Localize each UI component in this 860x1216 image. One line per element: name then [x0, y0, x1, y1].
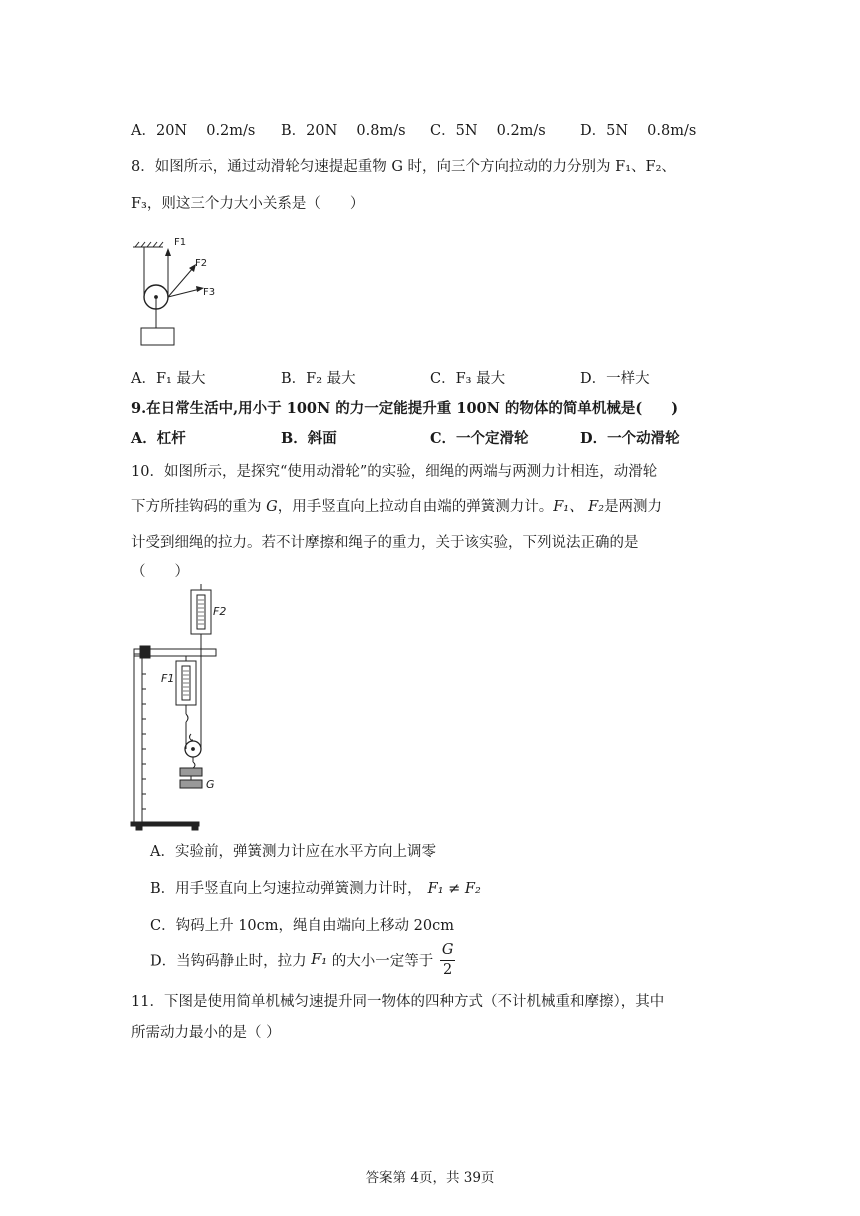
q10-stem-line1: 10．如图所示，是探究“使用动滑轮”的实验，细绳的两端与两测力计相连，动滑轮: [131, 464, 658, 480]
q8-movable-pulley-figure: [130, 232, 225, 352]
q8-stem-line2: F₃，则这三个力大小关系是（ ）: [131, 196, 365, 212]
q10-stem-line2: 下方所挂钩码的重为 G，用手竖直向上拉动自由端的弹簧测力计。F₁、 F₂是两测力: [131, 499, 663, 515]
q10-experiment-figure: [128, 584, 228, 834]
q7-option-c: C．5N 0.2m/s: [430, 123, 546, 139]
q11-stem-line2: 所需动力最小的是（ ）: [131, 1025, 281, 1041]
q9-option-c: C．一个定滑轮: [430, 430, 529, 447]
q10-fraction-g-over-2: $\frac{G}{2}$: [441, 942, 454, 978]
q8-option-a: A．F₁ 最大: [131, 371, 206, 387]
q8-figure-label-f3: F3: [203, 287, 216, 298]
q10-option-a: A．实验前，弹簧测力计应在水平方向上调零: [150, 844, 436, 860]
q10-figure-label-f2: F2: [213, 605, 227, 618]
q7-option-a: A．20N 0.2m/s: [131, 123, 256, 139]
q11-stem-line1: 11．下图是使用简单机械匀速提升同一物体的四种方式（不计机械重和摩擦），其中: [131, 994, 665, 1010]
q10-stem-line3: 计受到细绳的拉力。若不计摩擦和绳子的重力，关于该实验，下列说法正确的是: [131, 535, 639, 551]
q9-option-b: B．斜面: [281, 430, 337, 447]
q8-stem-line1: 8．如图所示，通过动滑轮匀速提起重物 G 时，向三个方向拉动的力分别为 F₁、F₂、: [131, 159, 676, 175]
q8-figure-label-f2: F2: [195, 258, 208, 269]
q10-figure-label-f1: F1: [161, 672, 175, 685]
page-footer: 答案第 4页，共 39页: [365, 1170, 495, 1186]
q9-option-d: D．一个动滑轮: [580, 430, 680, 447]
q8-option-b: B．F₂ 最大: [281, 371, 356, 387]
q10-stem-line4: （ ）: [131, 564, 189, 580]
q10-option-b: B．用手竖直向上匀速拉动弹簧测力计时， F₁ ≠ F₂: [150, 881, 481, 897]
q8-option-d: D．一样大: [580, 371, 650, 387]
q10-option-c: C．钩码上升 10cm，绳自由端向上移动 20cm: [150, 918, 454, 934]
q10-option-d: D．当钩码静止时，拉力 F₁ 的大小一定等于 $\frac{G}{2}$: [150, 942, 454, 978]
q8-option-c: C．F₃ 最大: [430, 371, 506, 387]
q9-option-a: A．杠杆: [131, 430, 186, 447]
q7-option-b: B．20N 0.8m/s: [281, 123, 406, 139]
q8-figure-label-f1: F1: [174, 237, 187, 248]
q9-stem: 9.在日常生活中,用小于 100N 的力一定能提升重 100N 的物体的简单机械是( ): [131, 400, 679, 417]
q10-figure-label-g: G: [206, 778, 215, 791]
q7-option-d: D．5N 0.8m/s: [580, 123, 697, 139]
